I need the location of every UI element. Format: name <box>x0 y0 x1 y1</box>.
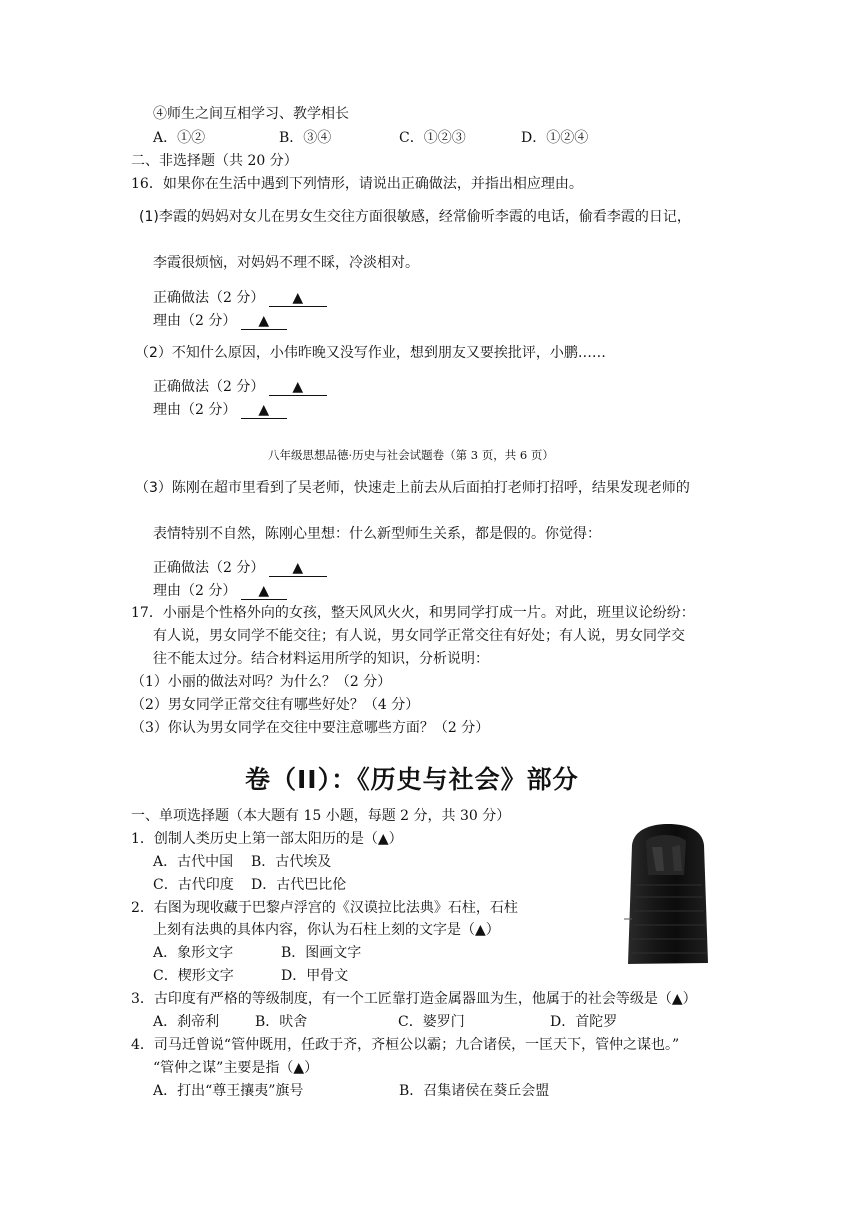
q16-case2: （2）不知什么原因，小伟昨晚又没写作业，想到朋友又要挨批评，小鹏…… <box>135 345 606 361</box>
p2-q2-options-row2 <box>153 966 348 986</box>
q16-case3-reason <box>153 581 287 601</box>
p2-q1-option-c: C．古代印度 <box>153 877 234 893</box>
q17-sub2: （2）男女同学正常交往有哪些好处？（4 分） <box>131 697 420 713</box>
p2-q2-option-c: C．楔形文字 <box>153 968 234 984</box>
q15-options <box>153 128 588 148</box>
reason-label: 理由（2 分） <box>153 313 237 329</box>
part2-title: 卷（II）：《历史与社会》部分 <box>245 765 579 794</box>
q15-option-c: C．①②③ <box>399 130 466 146</box>
q16-case3-answer <box>153 558 327 578</box>
p2-q3-option-b: B．吠舍 <box>255 1014 308 1030</box>
p2-q2-option-d: D．甲骨文 <box>281 968 349 984</box>
p2-q2-options-row1 <box>153 943 361 963</box>
p2-q2-option-b: B．图画文字 <box>281 945 362 961</box>
q17-line1: 17．小丽是个性格外向的女孩，整天风风火火，和男同学打成一片。对此，班里议论纷纷： <box>131 605 695 621</box>
q16-case3-line1: （3）陈刚在超市里看到了吴老师，快速走上前去从后面拍打老师打招呼，结果发现老师的 <box>135 480 690 496</box>
q16-case2-answer <box>153 377 327 397</box>
answer-blank[interactable]: ▲ <box>269 379 327 396</box>
q16-stem: 16．如果你在生活中遇到下列情形，请说出正确做法，并指出相应理由。 <box>131 176 583 192</box>
p2-q4-option-b: B．召集诸侯在葵丘会盟 <box>399 1083 550 1099</box>
p2-q1-option-a: A．古代中国 <box>153 854 234 870</box>
p2-q2-option-a: A．象形文字 <box>153 945 234 961</box>
section2-heading: 二、非选择题（共 20 分） <box>131 153 298 169</box>
part2-heading: 一、单项选择题（本大题有 15 小题，每题 2 分，共 30 分） <box>131 808 511 824</box>
reason-label: 理由（2 分） <box>153 583 237 599</box>
p2-q4-options <box>153 1081 549 1101</box>
p2-q2-line2: 上刻有法典的具体内容，你认为石柱上刻的文字是（▲） <box>153 922 500 938</box>
q17-sub1: （1）小丽的做法对吗？为什么？（2 分） <box>131 674 392 690</box>
p2-q3-option-a: A．刹帝利 <box>153 1014 220 1030</box>
answer-label: 正确做法（2 分） <box>153 290 265 306</box>
p2-q2-line1: 2．右图为现收藏于巴黎卢浮宫的《汉谟拉比法典》石柱，石柱 <box>131 900 518 916</box>
p2-q3-stem: 3．古印度有严格的等级制度，有一个工匠靠打造金属器皿为生，他属于的社会等级是（▲） <box>131 991 697 1007</box>
q15-option-d: D．①②④ <box>521 130 589 146</box>
p2-q4-line1: 4．司马迁曾说“管仲既用，任政于齐，齐桓公以霸；九合诸侯，一匡天下，管仲之谋也。” <box>131 1037 680 1053</box>
q16-case1-answer <box>153 288 327 308</box>
reason-blank[interactable]: ▲ <box>241 402 287 419</box>
p2-q1-options-row2 <box>153 875 346 895</box>
hammurabi-stele-image <box>622 823 712 967</box>
p2-q1-option-b: B．古代埃及 <box>251 854 332 870</box>
p2-q4-option-a: A．打出“尊王攘夷”旗号 <box>153 1083 304 1099</box>
q16-case2-reason <box>153 400 287 420</box>
page-footer: 八年级思想品德·历史与社会试题卷（第 3 页，共 6 页） <box>268 448 554 462</box>
reason-blank[interactable]: ▲ <box>241 313 287 330</box>
q16-case1-line1: (1)李霞的妈妈对女儿在男女生交往方面很敏感，经常偷听李霞的电话，偷看李霞的日记， <box>139 209 691 225</box>
answer-label: 正确做法（2 分） <box>153 379 265 395</box>
reason-blank[interactable]: ▲ <box>241 583 287 600</box>
answer-blank[interactable]: ▲ <box>269 290 327 307</box>
p2-q3-options <box>153 1012 617 1032</box>
p2-q1-stem: 1．创制人类历史上第一部太阳历的是（▲） <box>131 831 403 847</box>
p2-q1-option-d: D．古代巴比伦 <box>251 877 347 893</box>
q17-line2: 有人说，男女同学不能交往；有人说，男女同学正常交往有好处；有人说，男女同学交 <box>153 628 685 644</box>
q17-sub3: （3）你认为男女同学在交往中要注意哪些方面？（2 分） <box>131 720 490 736</box>
reason-label: 理由（2 分） <box>153 402 237 418</box>
q16-case3-line2: 表情特别不自然，陈刚心里想：什么新型师生关系，都是假的。你觉得： <box>153 526 601 542</box>
p2-q1-options-row1 <box>153 852 331 872</box>
q16-case1-line2: 李霞很烦恼，对妈妈不理不睬，冷淡相对。 <box>153 255 419 271</box>
answer-label: 正确做法（2 分） <box>153 560 265 576</box>
q17-line3: 往不能太过分。结合材料运用所学的知识，分析说明： <box>153 651 489 667</box>
q15-option-b: B．③④ <box>279 130 332 146</box>
q15-option-a: A．①② <box>153 130 206 146</box>
p2-q4-line2: “管仲之谋”主要是指（▲） <box>153 1060 319 1076</box>
q16-case1-reason <box>153 311 287 331</box>
q15-item4: ④师生之间互相学习、教学相长 <box>153 106 349 122</box>
p2-q3-option-c: C．婆罗门 <box>398 1014 465 1030</box>
p2-q3-option-d: D．首陀罗 <box>550 1014 618 1030</box>
answer-blank[interactable]: ▲ <box>269 560 327 577</box>
